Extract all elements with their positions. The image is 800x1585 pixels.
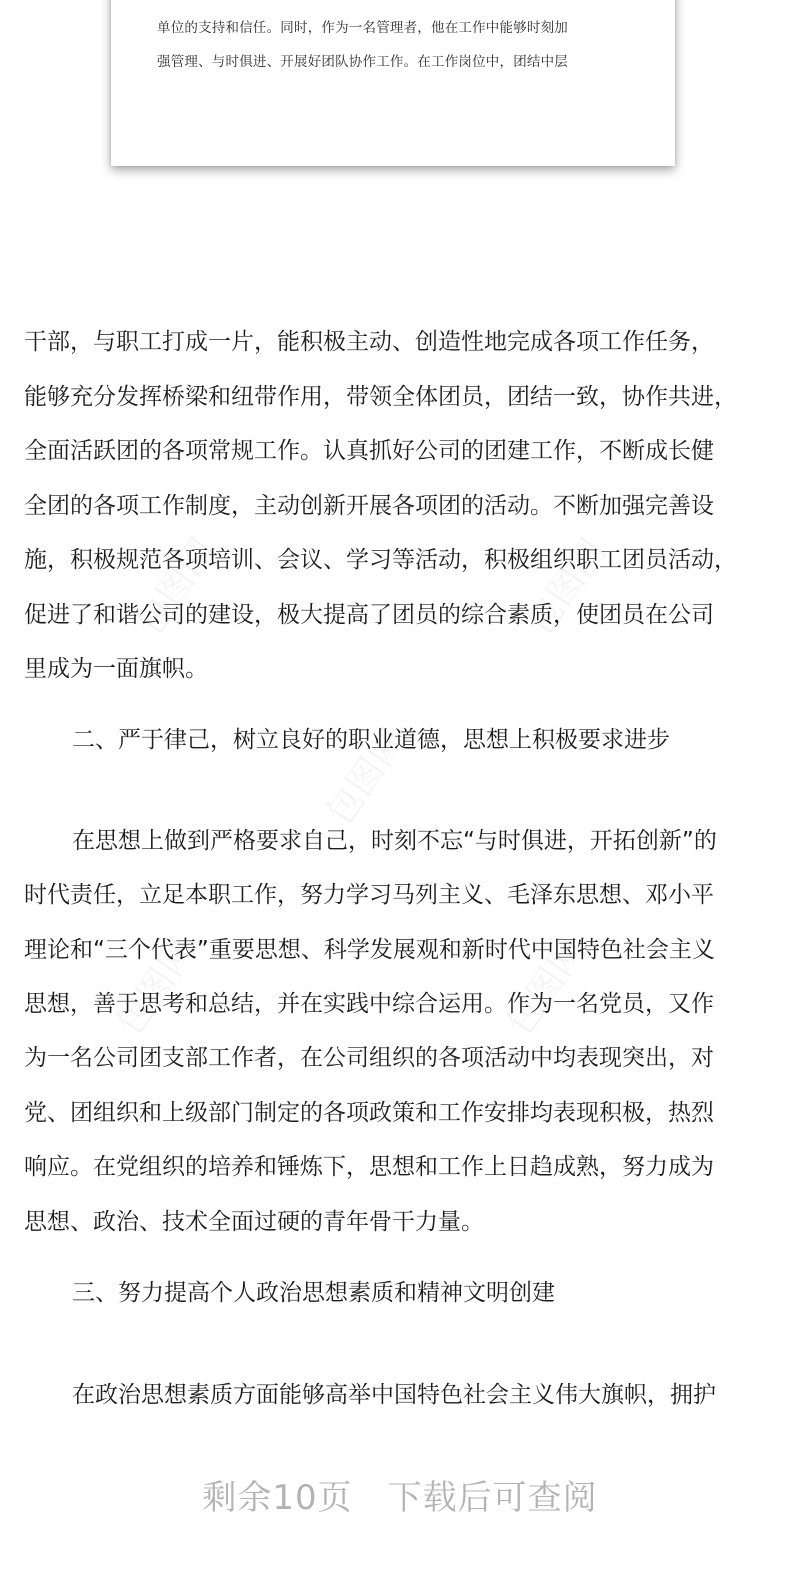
text-line: 全团的各项工作制度，主动创新开展各项团的活动。不断加强完善设 [24,493,714,519]
text-line: 思想、政治、技术全面过硬的青年骨干力量。 [24,1209,484,1235]
text-line: 理论和“三个代表”重要思想、科学发展观和新时代中国特色社会主义 [24,937,715,963]
section-heading-2: 二、严于律己，树立良好的职业道德，思想上积极要求进步 [72,727,670,753]
text-line: 在政治思想素质方面能够高举中国特色社会主义伟大旗帜，拥护 [72,1382,716,1408]
text-line: 施，积极规范各项培训、会议、学习等活动，积极组织职工团员活动， [24,547,737,573]
text-line: 思想，善于思考和总结，并在实践中综合运用。作为一名党员，又作 [24,991,714,1017]
text-line: 全面活跃团的各项常规工作。认真抓好公司的团建工作，不断成长健 [24,438,714,464]
text-line: 能够充分发挥桥梁和纽带作用，带领全体团员，团结一致，协作共进， [24,384,737,410]
text-line: 干部，与职工打成一片，能积极主动、创造性地完成各项工作任务， [24,329,714,355]
text-line: 里成为一面旗帜。 [24,656,208,682]
preview-text-line: 强管理、与时俱进、开展好团队协作工作。在工作岗位中，团结中层 [157,54,568,70]
section-heading-3: 三、努力提高个人政治思想素质和精神文明创建 [72,1280,555,1306]
text-line: 促进了和谐公司的建设，极大提高了团员的综合素质，使团员在公司 [24,602,714,628]
remaining-pages-notice[interactable]: 剩余10页 下载后可查阅 [202,1478,598,1518]
text-line: 在思想上做到严格要求自己，时刻不忘“与时俱进，开拓创新”的 [72,828,717,854]
text-line: 时代责任，立足本职工作，努力学习马列主义、毛泽东思想、邓小平 [24,882,714,908]
preview-text-line: 单位的支持和信任。同时，作为一名管理者，他在工作中能够时刻加 [157,20,568,36]
text-line: 党、团组织和上级部门制定的各项政策和工作安排均表现积极，热烈 [24,1100,714,1126]
text-line: 为一名公司团支部工作者，在公司组织的各项活动中均表现突出，对 [24,1045,714,1071]
text-line: 响应。在党组织的培养和锤炼下，思想和工作上日趋成熟，努力成为 [24,1154,714,1180]
page-preview-card [111,0,675,166]
